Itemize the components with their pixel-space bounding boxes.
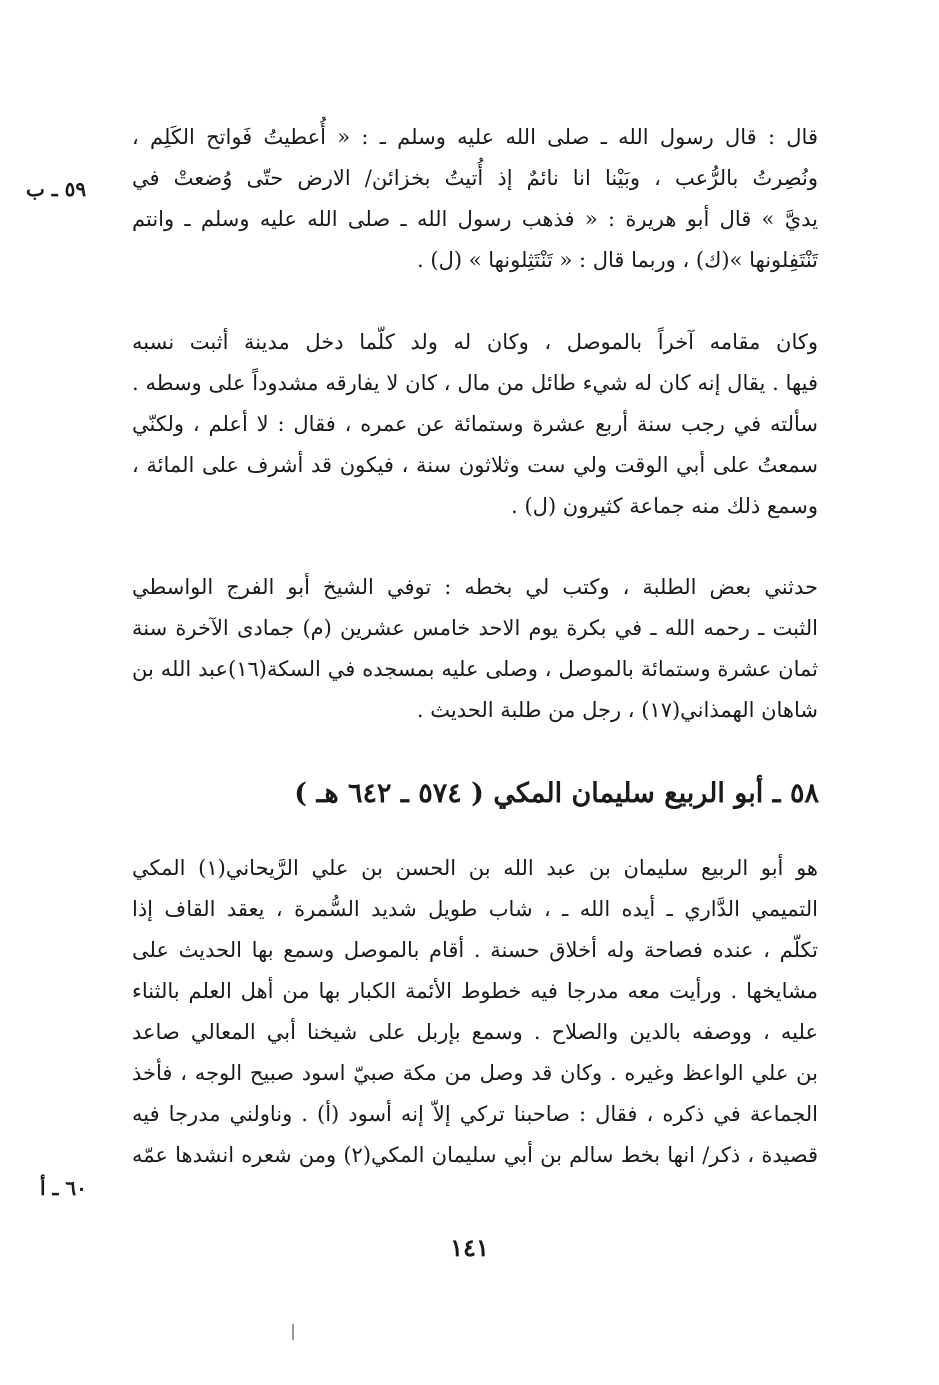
text-line: شاهان الهمذاني(١٧) ، رجل من طلبة الحديث .: [416, 698, 818, 722]
page-number: ١٤١: [450, 1233, 489, 1262]
paragraph-death: [132, 567, 818, 731]
text-line: عليه ، ووصفه بالدين والصلاح . وسمع بإربل على شيخنا أبي المعالي صاعد: [132, 1020, 818, 1044]
margin-folio-note: ٦٠ ـ أ: [40, 1176, 87, 1200]
text-line: الثبت ـ رحمه الله ـ في بكرة يوم الاحد خامس عشرين (م) جمادى الآخرة سنة: [132, 616, 818, 640]
text-line: مشايخها . ورأيت معه مدرجا فيه خطوط الأئمة الكبار بها من أهل العلم بالثناء: [132, 979, 818, 1003]
text-line: الجماعة في ذكره ، فقال : صاحبنا تركي إلاّ إنه أسود (أ) . وناولني مدرجا فيه: [132, 1102, 818, 1126]
paragraph-hadith: [132, 117, 818, 281]
text-line: وكان مقامه آخراً بالموصل ، وكان له ولد كلّما دخل مدينة أثبت نسبه: [132, 330, 818, 354]
text-line: وسمع ذلك منه جماعة كثيرون (ل) .: [511, 494, 818, 518]
text-line: التميمي الدَّاري ـ أيده الله ـ ، شاب طويل شديد السُّمرة ، يعقد القاف إذا: [132, 897, 818, 921]
text-line: تَنْتَفِلونها »(ك) ، وربما قال : « تَنْتَثِلونها » (ل) .: [417, 248, 818, 272]
text-line: بن علي الواعظ وغيره . وكان قد وصل من مكة صبيّ اسود صبيح الوجه ، فأخذ: [132, 1061, 818, 1085]
text-line: فيها . يقال إنه كان له شيء طائل من مال ، كان لا يفارقه مشدوداً على وسطه .: [132, 371, 818, 395]
text-line: سمعتُ على أبي الوقت ولي ست وثلاثون سنة ، فيكون قد أشرف على المائة ،: [132, 453, 818, 477]
text-line: سألته في رجب سنة أربع عشرة وستمائة عن عمره ، فقال : لا أعلم ، ولكنّي: [132, 412, 818, 436]
margin-folio-note: ٥٩ ـ ب: [26, 177, 87, 201]
paragraph-residence: [132, 322, 818, 527]
text-line: يديَّ » قال أبو هريرة : « فذهب رسول الله ـ صلى الله عليه وسلم ـ وانتم: [132, 207, 818, 231]
text-line: تكلّم ، عنده فصاحة وله أخلاق حسنة . أقام بالموصل وسمع بها الحديث على: [132, 938, 818, 962]
text-line: ونُصِرتُ بالرُّعب ، وبَيْنا انا نائمٌ إذ أُتيتُ بخزائن/ الارض حتّى وُضعتْ في: [132, 166, 818, 190]
text-line: قصيدة ، ذكر/ انها بخط سالم بن أبي سليمان المكي(٢) ومن شعره انشدها عمّه: [132, 1143, 818, 1167]
scan-mark: [292, 1324, 294, 1340]
text-line: هو أبو الربيع سليمان بن عبد الله بن الحسن بن علي الرَّيحاني(١) المكي: [132, 856, 818, 880]
text-line: حدثني بعض الطلبة ، وكتب لي بخطه : توفي الشيخ أبو الفرج الواسطي: [132, 575, 818, 599]
paragraph-biography: [132, 848, 818, 1176]
text-line: قال : قال رسول الله ـ صلى الله عليه وسلم ـ : « أُعطيتُ فَواتح الكَلِم ،: [132, 125, 818, 149]
text-line: ثمان عشرة وستمائة بالموصل ، وصلى عليه بمسجده في السكة(١٦)عبد الله بن: [132, 657, 818, 681]
entry-heading: ٥٨ ـ أبو الربيع سليمان المكي ( ٥٧٤ ـ ٦٤٢ هـ ): [294, 778, 819, 809]
